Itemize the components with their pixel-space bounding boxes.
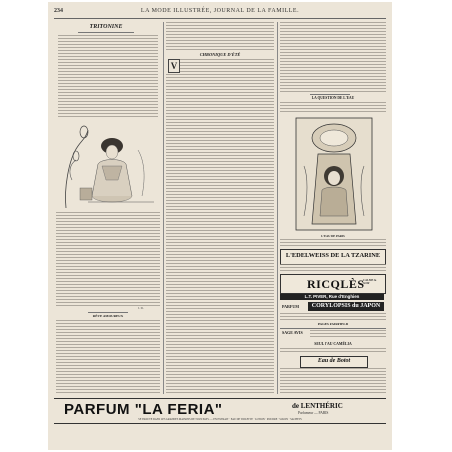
piver-text: L.T. PIVER, Rue d'Enghien — [304, 294, 360, 299]
footer-ad — [54, 398, 386, 424]
footer-brand: de LENTHÉRIC — [292, 402, 343, 410]
ad-caption-text — [280, 239, 386, 248]
sage-avis-text — [310, 330, 386, 338]
parfum-label: PARFUM — [282, 304, 300, 309]
chronique-intro — [180, 59, 274, 73]
reve-amoureux-heading: RÊVE AMOUREUX — [92, 314, 124, 318]
col2-top-text — [166, 22, 274, 50]
column-rule-1 — [163, 22, 164, 394]
chronique-text — [166, 74, 274, 394]
corylopsis-text: CORYLOPSIS du JAPON — [311, 303, 381, 309]
running-title: LA MODE ILLUSTRÉE, JOURNAL DE LA FAMILLE. — [140, 8, 300, 14]
chronique-heading: CHRONIQUE D'ÉTÉ — [199, 52, 241, 57]
col3-top-text — [280, 22, 386, 92]
footer-brand-sub: Parfumeur — PARIS — [298, 411, 329, 415]
corylopsis-text-lines — [280, 313, 386, 321]
camelia-text — [280, 348, 386, 354]
question-eau-heading: LA QUESTION DE L'EAU — [311, 96, 355, 100]
page-header — [48, 6, 392, 18]
corylopsis-banner — [308, 302, 384, 311]
tritonine-text — [58, 35, 158, 119]
sage-avis: SAGE AVIS — [282, 330, 303, 335]
edelweiss-text — [280, 264, 386, 272]
ricqles-tagline: CALME la SOIF — [363, 279, 377, 285]
header-rule — [54, 18, 386, 19]
signature: J. D. — [138, 306, 144, 310]
tritonine-text-continued — [56, 212, 160, 306]
question-eau-text — [280, 102, 386, 114]
ad-caption: L'EAU DE PARIS — [321, 234, 345, 238]
edelweiss-ad — [280, 249, 386, 265]
newspaper-page — [48, 2, 392, 450]
piver-banner — [280, 294, 384, 300]
col3-divider — [310, 94, 350, 95]
drop-cap: V — [168, 59, 180, 73]
footer-main: PARFUM "LA FERIA" — [64, 401, 223, 418]
ricqles-ad — [280, 274, 386, 294]
eau-botot-text: Eau de Botot — [317, 358, 351, 364]
eau-botot-ad — [300, 356, 368, 368]
footer-line: SE TROUVE DANS LES GRANDES MAISONS DE TOUS PAYS. — EN EXTRAIT · EAU DE TOILETTE · LOTION · POUDRE · SAVON · SACHETS — [138, 418, 302, 421]
reve-amoureux-text — [56, 320, 160, 394]
col3-bottom-text — [280, 368, 386, 394]
pages-fairfield: PAGES FAIRFIELD — [317, 322, 349, 326]
camelia-ad: SEUL l'AU CAMÉLIA — [314, 342, 352, 346]
edelweiss-title: L'EDELWEISS DE LA TZARINE — [285, 252, 381, 259]
page-number: 234 — [54, 8, 63, 14]
perfume-bottle-ad — [294, 116, 374, 232]
tritonine-heading: TRITONINE — [89, 24, 123, 30]
section-divider — [88, 312, 128, 313]
heading-underline — [78, 32, 134, 33]
col3-rule — [280, 328, 386, 329]
column-rule-2 — [277, 22, 278, 394]
ricqles-brand: RICQLÈS — [307, 277, 365, 291]
lady-illustration — [58, 120, 162, 210]
